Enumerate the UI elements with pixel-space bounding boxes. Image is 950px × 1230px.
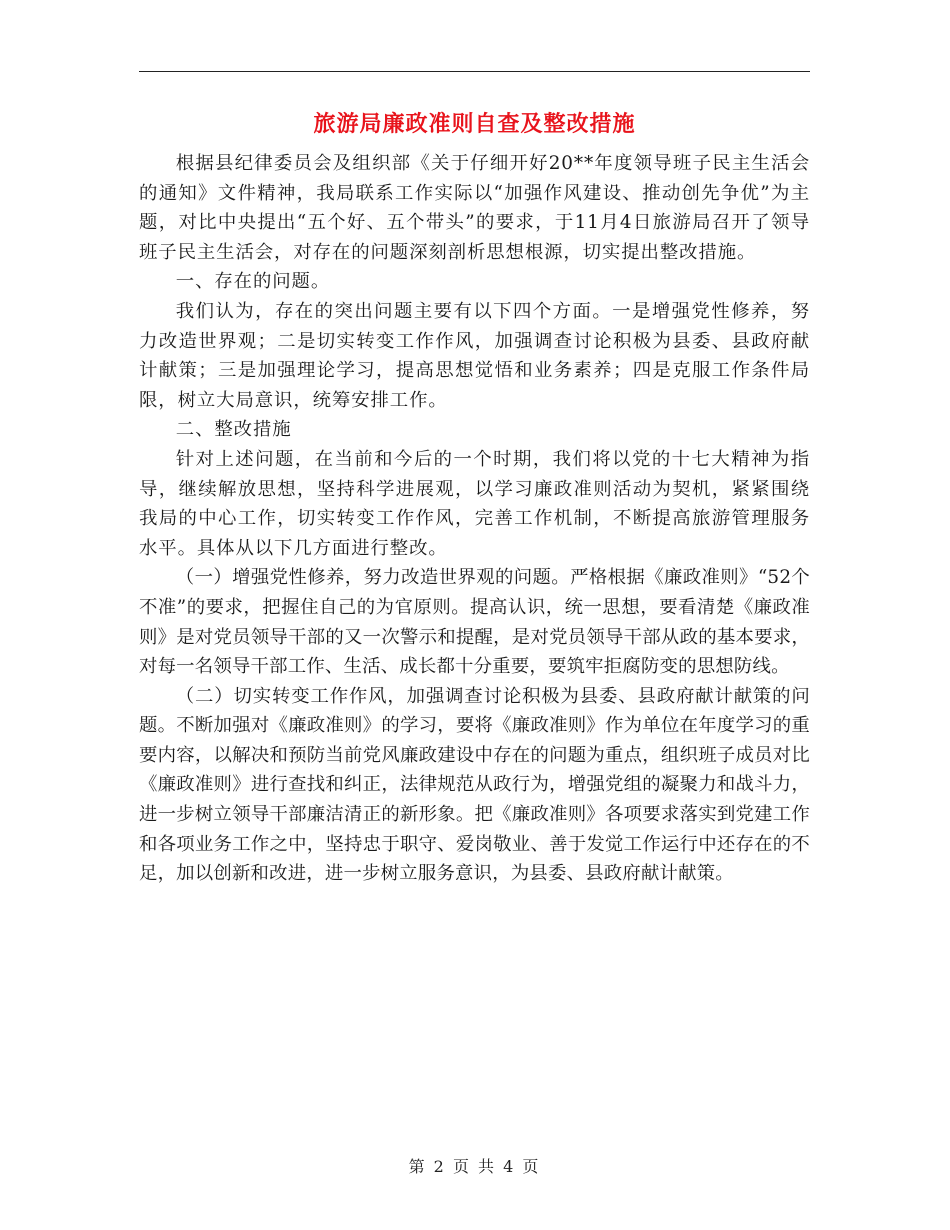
measures-intro-paragraph: 针对上述问题，在当前和今后的一个时期，我们将以党的十七大精神为指导，继续解放思想，坚持科学进展观，以学习廉政准则活动为契机，紧紧围绕我局的中心工作，切实转变工作作风，完善工作机制，不断提高旅游管理服务水平。具体从以下几方面进行整改。: [139, 448, 810, 559]
section-heading-problems: 一、存在的问题。: [175, 271, 331, 293]
document-body: [139, 149, 810, 889]
problems-paragraph: 我们认为，存在的突出问题主要有以下四个方面。一是增强党性修养，努力改造世界观；二是切实转变工作作风，加强调查讨论积极为县委、县政府献计献策；三是加强理论学习，提高思想觉悟和业务素养；四是克服工作条件局限，树立大局意识，统筹安排工作。: [139, 300, 810, 411]
header-rule: [139, 71, 810, 72]
page-number: 第 2 页 共 4 页: [408, 1157, 541, 1176]
measure-two-paragraph: （二）切实转变工作作风，加强调查讨论积极为县委、县政府献计献策的问题。不断加强对《廉政准则》的学习，要将《廉政准则》作为单位在年度学习的重要内容，以解决和预防当前党风廉政建设中存在的问题为重点，组织班子成员对比《廉政准则》进行查找和纠正，法律规范从政行为，增强党组的凝聚力和战斗力，进一步树立领导干部廉洁清正的新形象。把《廉政准则》各项要求落实到党建工作和各项业务工作之中，坚持忠于职守、爱岗敬业、善于发觉工作运行中还存在的不足，加以创新和改进，进一步树立服务意识，为县委、县政府献计献策。: [139, 685, 810, 885]
section-heading-measures: 二、整改措施: [175, 419, 292, 441]
measure-one-paragraph: （一）增强党性修养，努力改造世界观的问题。严格根据《廉政准则》“52个不准”的要求，把握住自己的为官原则。提高认识，统一思想，要看清楚《廉政准则》是对党员领导干部的又一次警示和提醒，是对党员领导干部从政的基本要求，对每一名领导干部工作、生活、成长都十分重要，要筑牢拒腐防变的思想防线。: [139, 567, 810, 678]
intro-paragraph: 根据县纪律委员会及组织部《关于仔细开好20**年度领导班子民主生活会的通知》文件精神，我局联系工作实际以“加强作风建设、推动创先争优”为主题，对比中央提出“五个好、五个带头”的要求，于11月4日旅游局召开了领导班子民主生活会，对存在的问题深刻剖析思想根源，切实提出整改措施。: [139, 153, 810, 263]
document-title: 旅游局廉政准则自查及整改措施: [313, 111, 636, 137]
